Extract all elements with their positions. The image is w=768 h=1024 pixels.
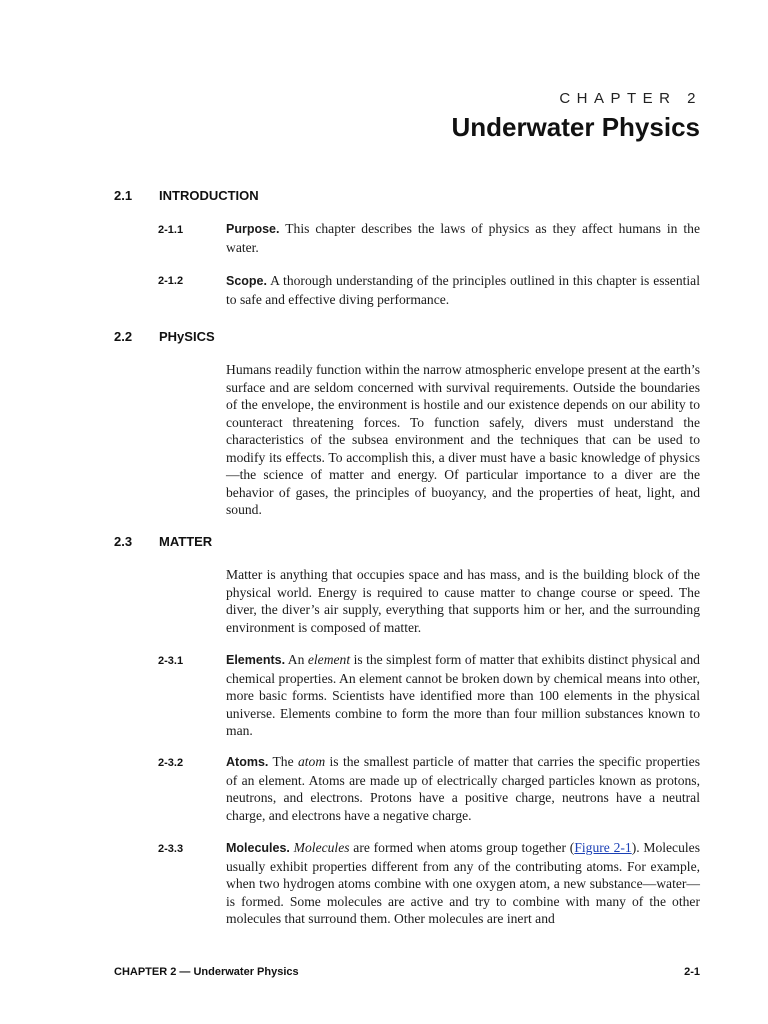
paragraph-text: The: [268, 754, 298, 769]
paragraph-lead: Scope.: [226, 274, 267, 288]
paragraph-molecules: [226, 839, 700, 928]
section-heading-physics: [114, 329, 215, 344]
section-number: 2.3: [114, 534, 133, 549]
paragraph-matter-body: Matter is anything that occupies space and has mass, and is the building block of the physical world. Energy is required to cause matter to change course or speed. The diver, the diver’s air supply, everything that supports him or her, and the surrounding environment is composed of matter.: [226, 567, 700, 635]
page-number: 2-1: [684, 966, 700, 978]
paragraph-text: ). Molecules usually exhibit properties different from any of the contributing atoms. For example, when two hydrogen atoms combine with one oxygen atom, a new substance—water—is formed. Some molecules are active and try to combine with many of the other molecules that surround them. Other molecules are inert and: [226, 840, 700, 926]
paragraph-elements: [226, 651, 700, 740]
paragraph-lead: Molecules.: [226, 841, 290, 855]
paragraph-text: is the simplest form of matter that exhibits distinct physical and chemical properties. An element cannot be broken down by chemical means into other, more basic forms. Scientists have identified more than 100 elements in the physical universe. Elements combine to form the more than four million substances known to man.: [226, 652, 700, 738]
paragraph-text: is the smallest particle of matter that carries the specific properties of an element. Atoms are made up of electrically charged particles known as protons, neutrons, and electrons. Protons have a positive charge, neutrons have a neutral charge, and electrons have a negative charge.: [226, 754, 700, 823]
paragraph-lead: Atoms.: [226, 755, 269, 769]
section-number: 2.1: [114, 188, 133, 203]
paragraph-lead: Purpose.: [226, 222, 280, 236]
section-title: MATTER: [159, 534, 213, 549]
paragraph-number: 2-3.2: [158, 757, 184, 769]
defined-term: element: [307, 652, 351, 667]
paragraph-atoms: [226, 753, 700, 824]
chapter-title: Underwater Physics: [451, 112, 700, 142]
paragraph-text: A thorough understanding of the principles outlined in this chapter is essential to safe and effective diving performance.: [226, 273, 700, 307]
section-heading-introduction: [114, 188, 259, 203]
paragraph-physics-body: Humans readily function within the narrow atmospheric envelope present at the earth’s surface and are seldom concerned with survival requirements. Outside the boundaries of the envelope, the environment is hostile and our existence depends on our ability to counteract threatening forces. To function safely, divers must understand the characteristics of the subsea environment and the techniques that can be used to modify its effects. To accomplish this, a diver must have a basic knowledge of physics—the science of matter and energy. Of particular importance to a diver are the behavior of gases, the principles of buoyancy, and the properties of heat, light, and sound.: [226, 362, 700, 517]
paragraph-text: This chapter describes the laws of physics as they affect humans in the water.: [226, 221, 700, 255]
section-title: PHySICS: [159, 329, 215, 344]
paragraph-purpose: [226, 220, 700, 256]
defined-term: atom: [297, 754, 326, 769]
paragraph-number: 2-1.1: [158, 224, 184, 236]
paragraph-scope: [226, 272, 700, 308]
defined-term: Molecules: [293, 840, 350, 855]
paragraph-text: An: [285, 652, 308, 667]
paragraph-number: 2-3.3: [158, 843, 184, 855]
section-title: INTRODUCTION: [159, 188, 259, 203]
paragraph-number: 2-1.2: [158, 275, 184, 287]
figure-link[interactable]: Figure 2-1: [574, 840, 632, 855]
chapter-label: CHAPTER 2: [559, 90, 702, 107]
paragraph-lead: Elements.: [226, 653, 286, 667]
paragraph-text: are formed when atoms group together (: [349, 840, 575, 855]
paragraph-number: 2-3.1: [158, 655, 184, 667]
section-number: 2.2: [114, 329, 133, 344]
section-heading-matter: [114, 534, 212, 549]
footer-chapter-title: CHAPTER 2 — Underwater Physics: [114, 966, 299, 978]
